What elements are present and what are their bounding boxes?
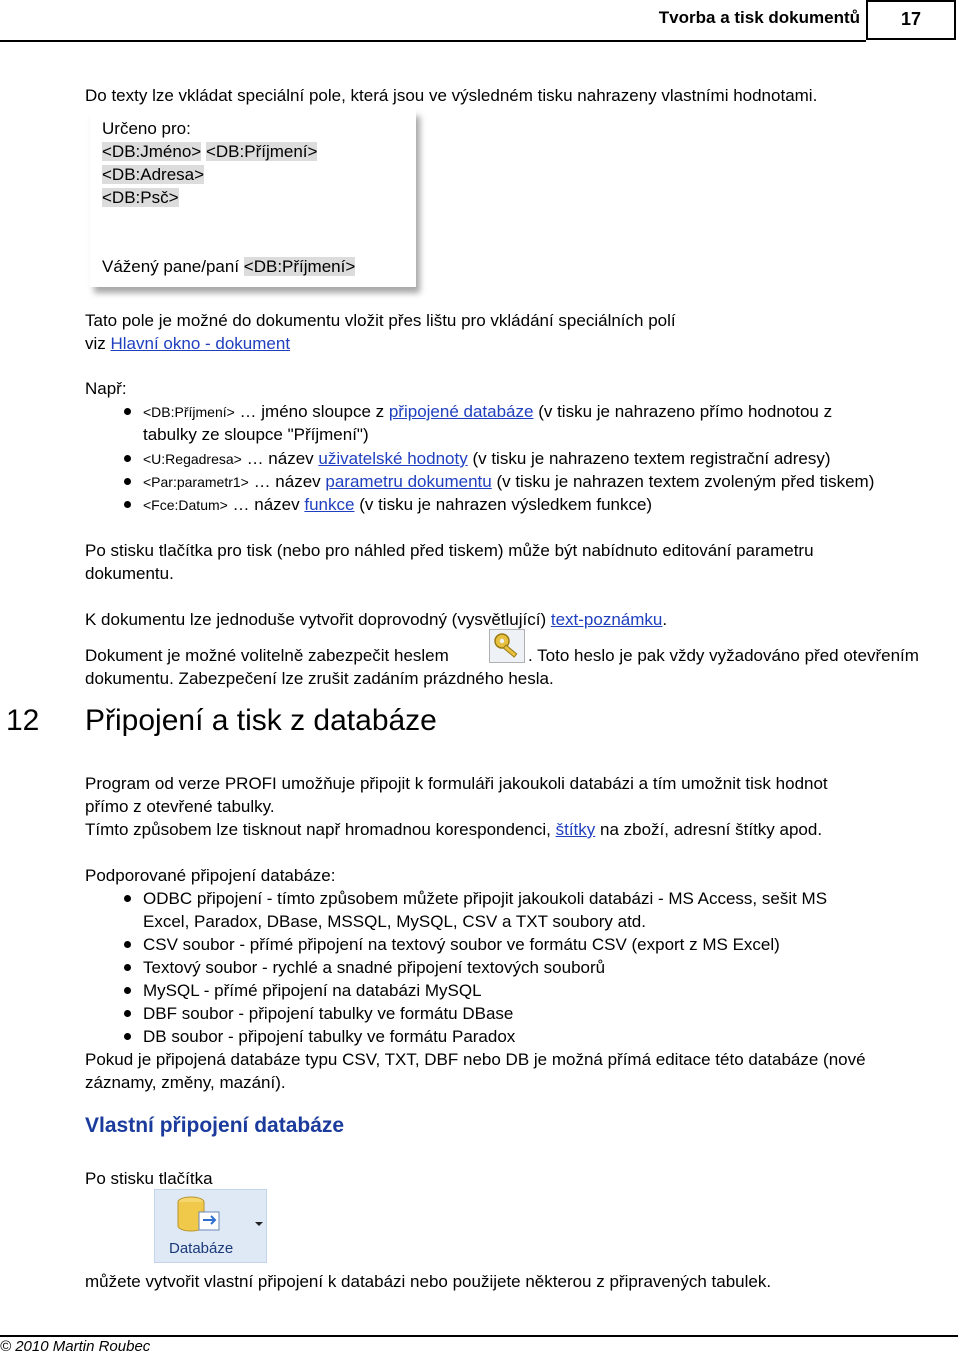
section-line2: přímo z otevřené tabulky. — [85, 797, 275, 816]
text: (v tisku je nahrazeno přímo hodnotou z — [533, 402, 833, 421]
intro-text: Do texty lze vkládat speciální pole, která jsou ve výsledném tisku nahrazeny vlastními hodnotami. — [85, 86, 818, 105]
section-line3 — [85, 818, 822, 841]
example-item-1 — [143, 400, 832, 424]
text: . — [662, 610, 668, 629]
subsection-title: Vlastní připojení databáze — [85, 1114, 345, 1137]
toolbar-text-line2 — [85, 332, 290, 355]
link-uzivatelske-hodnoty[interactable]: uživatelské hodnoty — [318, 449, 468, 468]
link-hlavni-okno[interactable]: Hlavní okno - dokument — [110, 334, 291, 353]
text: (v tisku je nahrazen výsledkem funkce) — [354, 495, 653, 514]
bullet — [124, 455, 131, 462]
field-db-adresa: <DB:Adresa> — [102, 165, 205, 184]
bullet — [124, 501, 131, 508]
example-label: Např: — [85, 379, 127, 398]
bullet — [124, 941, 131, 948]
toolbar-text-line1: Tato pole je možné do dokumentu vložit přes lištu pro vkládání speciálních polí — [85, 311, 676, 330]
link-funkce[interactable]: funkce — [304, 495, 355, 514]
link-pripojene-databaze[interactable]: připojené databáze — [388, 402, 534, 421]
footer-copyright: © 2010 Martin Roubec — [0, 1338, 151, 1355]
header-rule — [0, 40, 866, 42]
example-screenshot — [90, 110, 416, 287]
para2 — [85, 608, 667, 631]
text: … jméno sloupce z — [234, 402, 389, 421]
para1-line2: dokumentu. — [85, 564, 174, 583]
supported-item-cont: Excel, Paradox, DBase, MSSQL, MySQL, CSV a TXT soubory atd. — [143, 912, 646, 931]
bullet — [124, 895, 131, 902]
text: (v tisku je nahrazeno textem registrační adresy) — [467, 449, 831, 468]
supported-item: MySQL - přímé připojení na databázi MySQL — [143, 981, 482, 1000]
text: … název — [241, 449, 319, 468]
supported-item: ODBC připojení - tímto způsobem můžete připojit jakoukoli databázi - MS Access, sešit MS — [143, 889, 828, 908]
text: … název — [227, 495, 305, 514]
text: (v tisku je nahrazen textem zvoleným před tiskem) — [491, 472, 875, 491]
text: na zboží, adresní štítky apod. — [595, 820, 823, 839]
example-item-1-cont: tabulky ze sloupce "Příjmení") — [143, 425, 369, 444]
supported-item: Textový soubor - rychlé a snadné připojení textových souborů — [143, 958, 606, 977]
code-db-prijmeni: <DB:Příjmení> — [143, 404, 235, 420]
shot-line-1: Určeno pro: — [102, 119, 191, 138]
link-stitky[interactable]: štítky — [555, 820, 596, 839]
bullet — [124, 1010, 131, 1017]
text: K dokumentu lze jednoduše vytvořit doprovodný (vysvětlující) — [85, 610, 551, 629]
para3-b: . Toto heslo je pak vždy vyžadováno před otevřením — [528, 646, 919, 665]
code-fce-datum: <Fce:Datum> — [143, 497, 228, 513]
subsection-text1: Po stisku tlačítka — [85, 1169, 213, 1188]
footer-rule — [0, 1335, 958, 1337]
code-u-regadresa: <U:Regadresa> — [143, 451, 242, 467]
supported-item: DB soubor - připojení tabulky ve formátu Paradox — [143, 1027, 516, 1046]
bullet — [124, 1033, 131, 1040]
code-par-parametr1: <Par:parametr1> — [143, 474, 249, 490]
supported-item: DBF soubor - připojení tabulky ve formátu DBase — [143, 1004, 514, 1023]
para3-a: Dokument je možné volitelně zabezpečit heslem — [85, 646, 449, 665]
field-db-jmeno: <DB:Jméno> — [102, 142, 202, 161]
page-number: 17 — [900, 9, 922, 29]
bullet — [124, 408, 131, 415]
header-title: Tvorba a tisk dokumentů — [658, 8, 860, 27]
field-db-psc: <DB:Psč> — [102, 188, 179, 207]
supported-label: Podporované připojení databáze: — [85, 866, 336, 885]
database-button-label: Databáze — [169, 1240, 234, 1257]
link-parametru-dokumentu[interactable]: parametru dokumentu — [325, 472, 492, 491]
database-icon — [175, 1194, 225, 1243]
bullet — [124, 987, 131, 994]
text: … název — [248, 472, 326, 491]
field-db-prijmeni-2: <DB:Příjmení> — [243, 257, 356, 276]
shot-line-4 — [102, 187, 179, 209]
key-icon — [489, 629, 525, 663]
example-item-2 — [143, 447, 831, 471]
text: Tímto způsobem lze tisknout např hromadnou korespondenci, — [85, 820, 556, 839]
viz-label: viz — [85, 334, 111, 353]
section-title: Připojení a tisk z databáze — [85, 704, 437, 737]
example-item-4 — [143, 493, 652, 517]
field-db-prijmeni: <DB:Příjmení> — [205, 142, 318, 161]
shot-line-2 — [102, 141, 317, 163]
para3-line2: dokumentu. Zabezpečení lze zrušit zadáním prázdného hesla. — [85, 669, 554, 688]
subsection-text2: můžete vytvořit vlastní připojení k databázi nebo použijete některou z připravených tabulek. — [85, 1272, 772, 1291]
link-text-poznamku[interactable]: text-poznámku — [550, 610, 663, 629]
supported-after-line1: Pokud je připojená databáze typu CSV, TXT, DBF nebo DB je možná přímá editace této databáze (nové — [85, 1050, 866, 1069]
para1-line1: Po stisku tlačítka pro tisk (nebo pro náhled před tiskem) může být nabídnuto editování parametru — [85, 541, 814, 560]
greeting-text: Vážený pane/paní — [102, 257, 244, 276]
example-item-3 — [143, 470, 874, 494]
shot-line-5 — [102, 256, 355, 278]
shot-line-3 — [102, 164, 204, 186]
supported-after-line2: záznamy, změny, mazání). — [85, 1073, 286, 1092]
database-button[interactable] — [154, 1189, 267, 1263]
bullet — [124, 964, 131, 971]
bullet — [124, 478, 131, 485]
supported-item: CSV soubor - přímé připojení na textový soubor ve formátu CSV (export z MS Excel) — [143, 935, 780, 954]
chevron-down-icon[interactable] — [255, 1222, 263, 1226]
section-number: 12 — [6, 704, 40, 737]
section-line1: Program od verze PROFI umožňuje připojit k formuláři jakoukoli databázi a tím umožnit tisk hodnot — [85, 774, 828, 793]
